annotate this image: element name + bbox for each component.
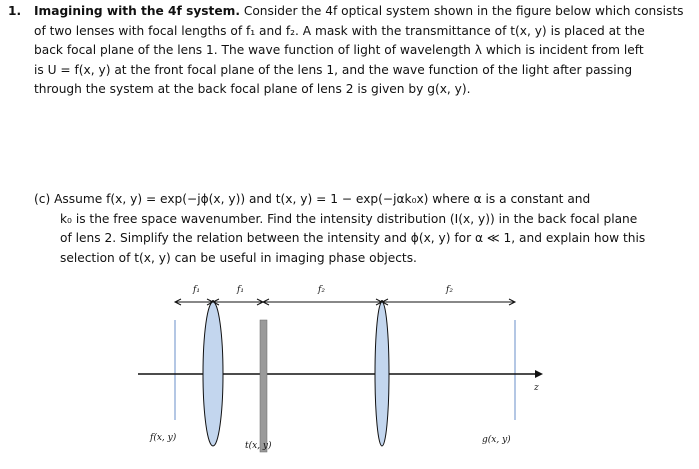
mask bbox=[260, 320, 267, 452]
part-c bbox=[8, 190, 688, 268]
question-1-line-5: through the system at the back focal plane of lens 2 is given by g(x, y). bbox=[34, 82, 471, 96]
part-c-line-3: of lens 2. Simplify the relation between the intensity and ϕ(x, y) for α ≪ 1, and explain how this bbox=[60, 231, 646, 245]
mask-label: t(x, y) bbox=[245, 441, 272, 451]
focal-label-f2-b: f₂ bbox=[446, 285, 453, 295]
part-c-line-2: k₀ is the free space wavenumber. Find the intensity distribution (I(x, y)) in the back focal plane bbox=[60, 211, 638, 226]
4f-system-figure bbox=[0, 270, 699, 469]
question-title: Imagining with the 4f system. bbox=[34, 4, 240, 18]
axis-arrow-head bbox=[535, 370, 543, 378]
input-field-label: f(x, y) bbox=[150, 433, 177, 443]
dimension-arrows bbox=[175, 299, 515, 305]
question-1-line-2: of two lenses with focal lengths of f₁ and f₂. A mask with the transmittance of t(x, y) is placed at the bbox=[34, 23, 645, 38]
axis-label: z bbox=[534, 383, 539, 393]
question-1-line-4: is U = f(x, y) at the front focal plane of the lens 1, and the wave function of the light after passing bbox=[34, 62, 633, 77]
focal-label-f2-a: f₂ bbox=[318, 285, 325, 295]
focal-label-f1-a: f₁ bbox=[193, 285, 200, 295]
question-1-line-3: back focal plane of the lens 1. The wave function of light of wavelength λ which is incident from left bbox=[34, 43, 644, 57]
focal-label-f1-b: f₁ bbox=[237, 285, 244, 295]
part-c-text-1: Assume f(x, y) = exp(−jϕ(x, y)) and t(x, y) = 1 − exp(−jαk₀x) where α is a constant and bbox=[54, 192, 591, 206]
lens-2 bbox=[375, 302, 389, 446]
part-c-line-1 bbox=[8, 190, 688, 210]
question-1-text-1: Consider the 4f optical system shown in the figure below which consists bbox=[239, 4, 684, 18]
lens-1 bbox=[203, 302, 223, 446]
part-c-label: (c) bbox=[34, 192, 51, 206]
part-c-line-4: selection of t(x, y) can be useful in imaging phase objects. bbox=[60, 250, 417, 265]
question-1 bbox=[8, 2, 688, 100]
question-1-line-1 bbox=[8, 2, 688, 22]
output-field-label: g(x, y) bbox=[482, 435, 511, 445]
question-number: 1. bbox=[8, 4, 22, 18]
